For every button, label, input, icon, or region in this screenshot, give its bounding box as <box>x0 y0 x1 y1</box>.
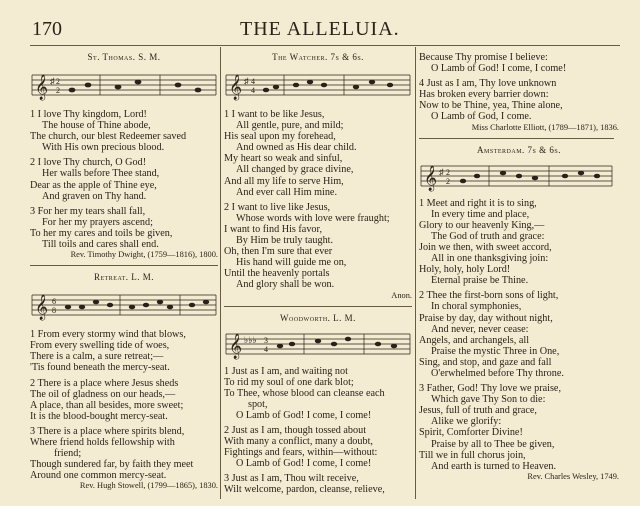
verse-line: A place, than all besides, more sweet; <box>30 399 184 411</box>
verse-line: Praise by all to Thee be given, <box>431 438 555 450</box>
verse-line: And all my life to serve Him, <box>224 175 344 187</box>
svg-text:6: 6 <box>52 297 56 307</box>
verse-line: Where friend holds fellowship with <box>30 436 175 448</box>
verse-line: In every time and place, <box>431 208 530 220</box>
verse-line: All in one thanksgiving join: <box>431 253 549 265</box>
verse-2 <box>224 425 412 469</box>
verse-line: spot, <box>248 398 268 410</box>
verse-line: 1 From every stormy wind that blows, <box>30 329 186 341</box>
music-staff <box>30 285 218 325</box>
verse-line: O'erwhelmed before Thy throne. <box>431 367 564 379</box>
verse-line: Now to be Thine, yea, Thine alone, <box>419 100 563 112</box>
verse-line: To her my cares and toils be given, <box>30 227 173 239</box>
verse-line: Wilt welcome, pardon, cleanse, relieve, <box>224 484 385 496</box>
verse-line: The oil of gladness on our heads,— <box>30 388 176 400</box>
hymn-amsterdam <box>419 145 619 481</box>
verse-line: O Lamb of God, I come. <box>431 111 532 123</box>
verse-line: Fightings and fears, within—without: <box>224 447 378 459</box>
svg-text:𝄞: 𝄞 <box>229 332 243 358</box>
verse-line: O Lamb of God! I come, I come! <box>236 409 372 421</box>
verse-2 <box>419 290 619 379</box>
verse-line: O Lamb of God! I come, I come! <box>431 63 567 75</box>
verse-3 <box>419 383 619 472</box>
verse-1 <box>419 198 619 287</box>
verse-2 <box>224 202 412 291</box>
verse-line: Holy, holy, holy Lord! <box>419 264 511 276</box>
verse-line: The God of truth and grace: <box>431 230 545 242</box>
svg-text:♯: ♯ <box>439 166 444 177</box>
verse-1 <box>30 329 218 373</box>
verse-line: 2 I want to live like Jesus, <box>224 201 331 213</box>
verse-line: And ever call Him mine. <box>236 186 337 198</box>
hymn-author: Anon. <box>391 290 412 300</box>
hymn-title: Amsterdam. 7s & 6s. <box>477 144 561 155</box>
svg-text:2: 2 <box>446 176 450 186</box>
verse-line: O Lamb of God! I come, I come! <box>236 458 372 470</box>
column-divider-left <box>220 47 221 499</box>
verse-2 <box>30 157 218 201</box>
verse-line: Because Thy promise I believe: <box>419 52 548 63</box>
verse-line: Around one common mercy-seat. <box>30 470 167 482</box>
verse-line: I want to find His favor, <box>224 223 323 235</box>
hymn-author: Rev. Charles Wesley, 1749. <box>527 471 619 481</box>
hymn-st-thomas <box>30 52 218 259</box>
verse-line: Dear as the apple of Thine eye, <box>30 179 157 191</box>
verse-line: My heart so weak and sinful, <box>224 153 343 165</box>
verse-line: With His own precious blood. <box>42 142 165 154</box>
verse-line: His hand will guide me on, <box>236 257 347 269</box>
verse-line: And graven on Thy hand. <box>42 190 147 202</box>
verse-line: Which gave Thy Son to die: <box>431 394 546 406</box>
verse-line: The church, our blest Redeemer saved <box>30 131 187 143</box>
verse-line: All gentle, pure, and mild; <box>236 120 344 132</box>
svg-text:𝄞: 𝄞 <box>35 74 49 99</box>
verse-line: 4 Just as I am, Thy love unknown <box>419 78 557 90</box>
verse-line: With many a conflict, many a doubt, <box>224 436 373 448</box>
verse-line: Till we in full chorus join, <box>419 449 526 461</box>
verse-1 <box>30 109 218 153</box>
verse-line: Alike we glorify: <box>431 416 502 428</box>
music-staff <box>419 158 614 194</box>
svg-text:2: 2 <box>446 167 450 177</box>
verse-4 <box>419 78 619 122</box>
svg-text:𝄞: 𝄞 <box>35 294 49 320</box>
verse-line: 2 Thee the first-born sons of light, <box>419 290 559 302</box>
verse-line: Praise the mystic Three in One, <box>431 345 560 357</box>
music-staff <box>30 65 218 105</box>
verse-line: From every swelling tide of woes, <box>30 340 170 352</box>
hymn-retreat <box>30 272 218 490</box>
verse-line: 3 There is a place where spirits blend, <box>30 425 185 437</box>
svg-text:2: 2 <box>56 86 60 95</box>
verse-line: Spirit, Comforter Divine! <box>419 427 523 439</box>
verse-3-continued <box>419 52 619 74</box>
verse-1 <box>224 109 412 198</box>
column-divider-right <box>415 47 416 499</box>
verse-line: Join we then, with sweet accord, <box>419 241 552 253</box>
verse-line: 3 For her my tears shall fall, <box>30 205 146 217</box>
verse-line: The house of Thine abode, <box>42 120 151 132</box>
svg-text:♭♭♭: ♭♭♭ <box>244 334 257 345</box>
verse-line: 3 Just as I am, Thou wilt receive, <box>224 473 359 485</box>
verse-1 <box>224 366 412 421</box>
verse-line: friend; <box>54 448 82 460</box>
verse-line: 'Tis found beneath the mercy-seat. <box>30 362 170 374</box>
hymn-title: St. Thomas. S. M. <box>87 52 161 62</box>
verse-line: Jesus, full of truth and grace, <box>419 405 537 417</box>
column-2 <box>224 52 412 496</box>
hymn-author: Rev. Hugh Stowell, (1799—1865), 1830. <box>79 481 218 491</box>
column-1 <box>30 52 218 490</box>
verse-line: To Thee, whose blood can cleanse each <box>224 387 385 399</box>
hymn-title: Woodworth. L. M. <box>280 312 356 323</box>
hymn-title: The Watcher. 7s & 6s. <box>272 52 364 62</box>
page-number: 170 <box>32 18 62 40</box>
hymn-woodworth-continued <box>419 52 619 132</box>
section-rule <box>419 138 614 139</box>
svg-text:2: 2 <box>56 77 60 86</box>
svg-text:♯: ♯ <box>244 76 249 86</box>
header-rule <box>30 45 620 46</box>
verse-line: And earth is turned to Heaven. <box>431 460 557 472</box>
section-rule <box>224 306 412 307</box>
verse-line: There is a calm, a sure retreat;— <box>30 351 164 363</box>
verse-line: And glory shall be won. <box>236 279 335 291</box>
verse-3 <box>30 206 218 250</box>
verse-line: By Him be truly taught. <box>236 235 334 247</box>
verse-line: And owned as His dear child. <box>236 142 357 154</box>
verse-line: Until the heavenly portals <box>224 268 330 280</box>
verse-3 <box>30 426 218 481</box>
verse-line: Oh, then I'm sure that ever <box>224 246 333 258</box>
verse-line: 3 Father, God! Thy love we praise, <box>419 383 561 395</box>
hymn-author: Miss Charlotte Elliott, (1789—1871), 1836. <box>471 122 619 132</box>
verse-line: 1 I want to be like Jesus, <box>224 109 325 120</box>
verse-line: 1 Just as I am, and waiting not <box>224 365 348 377</box>
verse-line: Has broken every barrier down: <box>419 89 549 101</box>
verse-line: Eternal praise be Thine. <box>431 275 529 287</box>
svg-text:♯: ♯ <box>50 76 55 86</box>
verse-line: 2 There is a place where Jesus sheds <box>30 377 179 389</box>
verse-line: 2 I love Thy church, O God! <box>30 157 147 169</box>
svg-text:4: 4 <box>251 77 255 86</box>
page-title: THE ALLELUIA. <box>240 18 400 40</box>
verse-line: Her walls before Thee stand, <box>42 168 160 180</box>
verse-line: In choral symphonies, <box>431 301 522 313</box>
verse-line: 2 Just as I am, though tossed about <box>224 424 367 436</box>
verse-3 <box>224 473 412 495</box>
verse-line: Glory to our heavenly King,— <box>419 219 545 231</box>
verse-line: For her my prayers ascend; <box>42 216 153 228</box>
verse-line: 1 Meet and right it is to sing, <box>419 197 537 209</box>
section-rule <box>30 265 218 266</box>
verse-line: Till toils and cares shall end. <box>42 239 159 251</box>
verse-line: Angels, and archangels, all <box>419 334 530 346</box>
verse-line: Whose words with love were fraught; <box>236 212 390 224</box>
svg-text:8: 8 <box>52 306 56 316</box>
verse-line: It is the blood-bought mercy-seat. <box>30 410 168 422</box>
hymn-woodworth <box>224 313 412 496</box>
hymn-author: Rev. Timothy Dwight, (1759—1816), 1800. <box>70 250 218 260</box>
verse-2 <box>30 378 218 422</box>
verse-line: 1 I love Thy kingdom, Lord! <box>30 109 147 120</box>
svg-text:𝄞: 𝄞 <box>424 164 438 190</box>
column-3 <box>419 52 619 481</box>
hymn-the-watcher <box>224 52 412 300</box>
svg-text:𝄞: 𝄞 <box>229 74 243 99</box>
verse-line: And never, never cease: <box>431 323 529 335</box>
svg-text:4: 4 <box>251 86 255 95</box>
hymn-title: Retreat. L. M. <box>93 272 155 283</box>
verse-line: All changed by grace divine, <box>236 164 354 176</box>
verse-line: Sing, and stop, and gaze and fall <box>419 356 552 368</box>
svg-text:4: 4 <box>264 344 268 354</box>
svg-text:3: 3 <box>264 335 268 345</box>
verse-line: Praise by day, day without night, <box>419 312 553 324</box>
music-staff <box>224 65 412 105</box>
verse-line: To rid my soul of one dark blot; <box>224 376 354 388</box>
verse-line: Though sundered far, by faith they meet <box>30 459 194 471</box>
music-staff <box>224 326 412 362</box>
verse-line: His seal upon my forehead, <box>224 131 336 143</box>
